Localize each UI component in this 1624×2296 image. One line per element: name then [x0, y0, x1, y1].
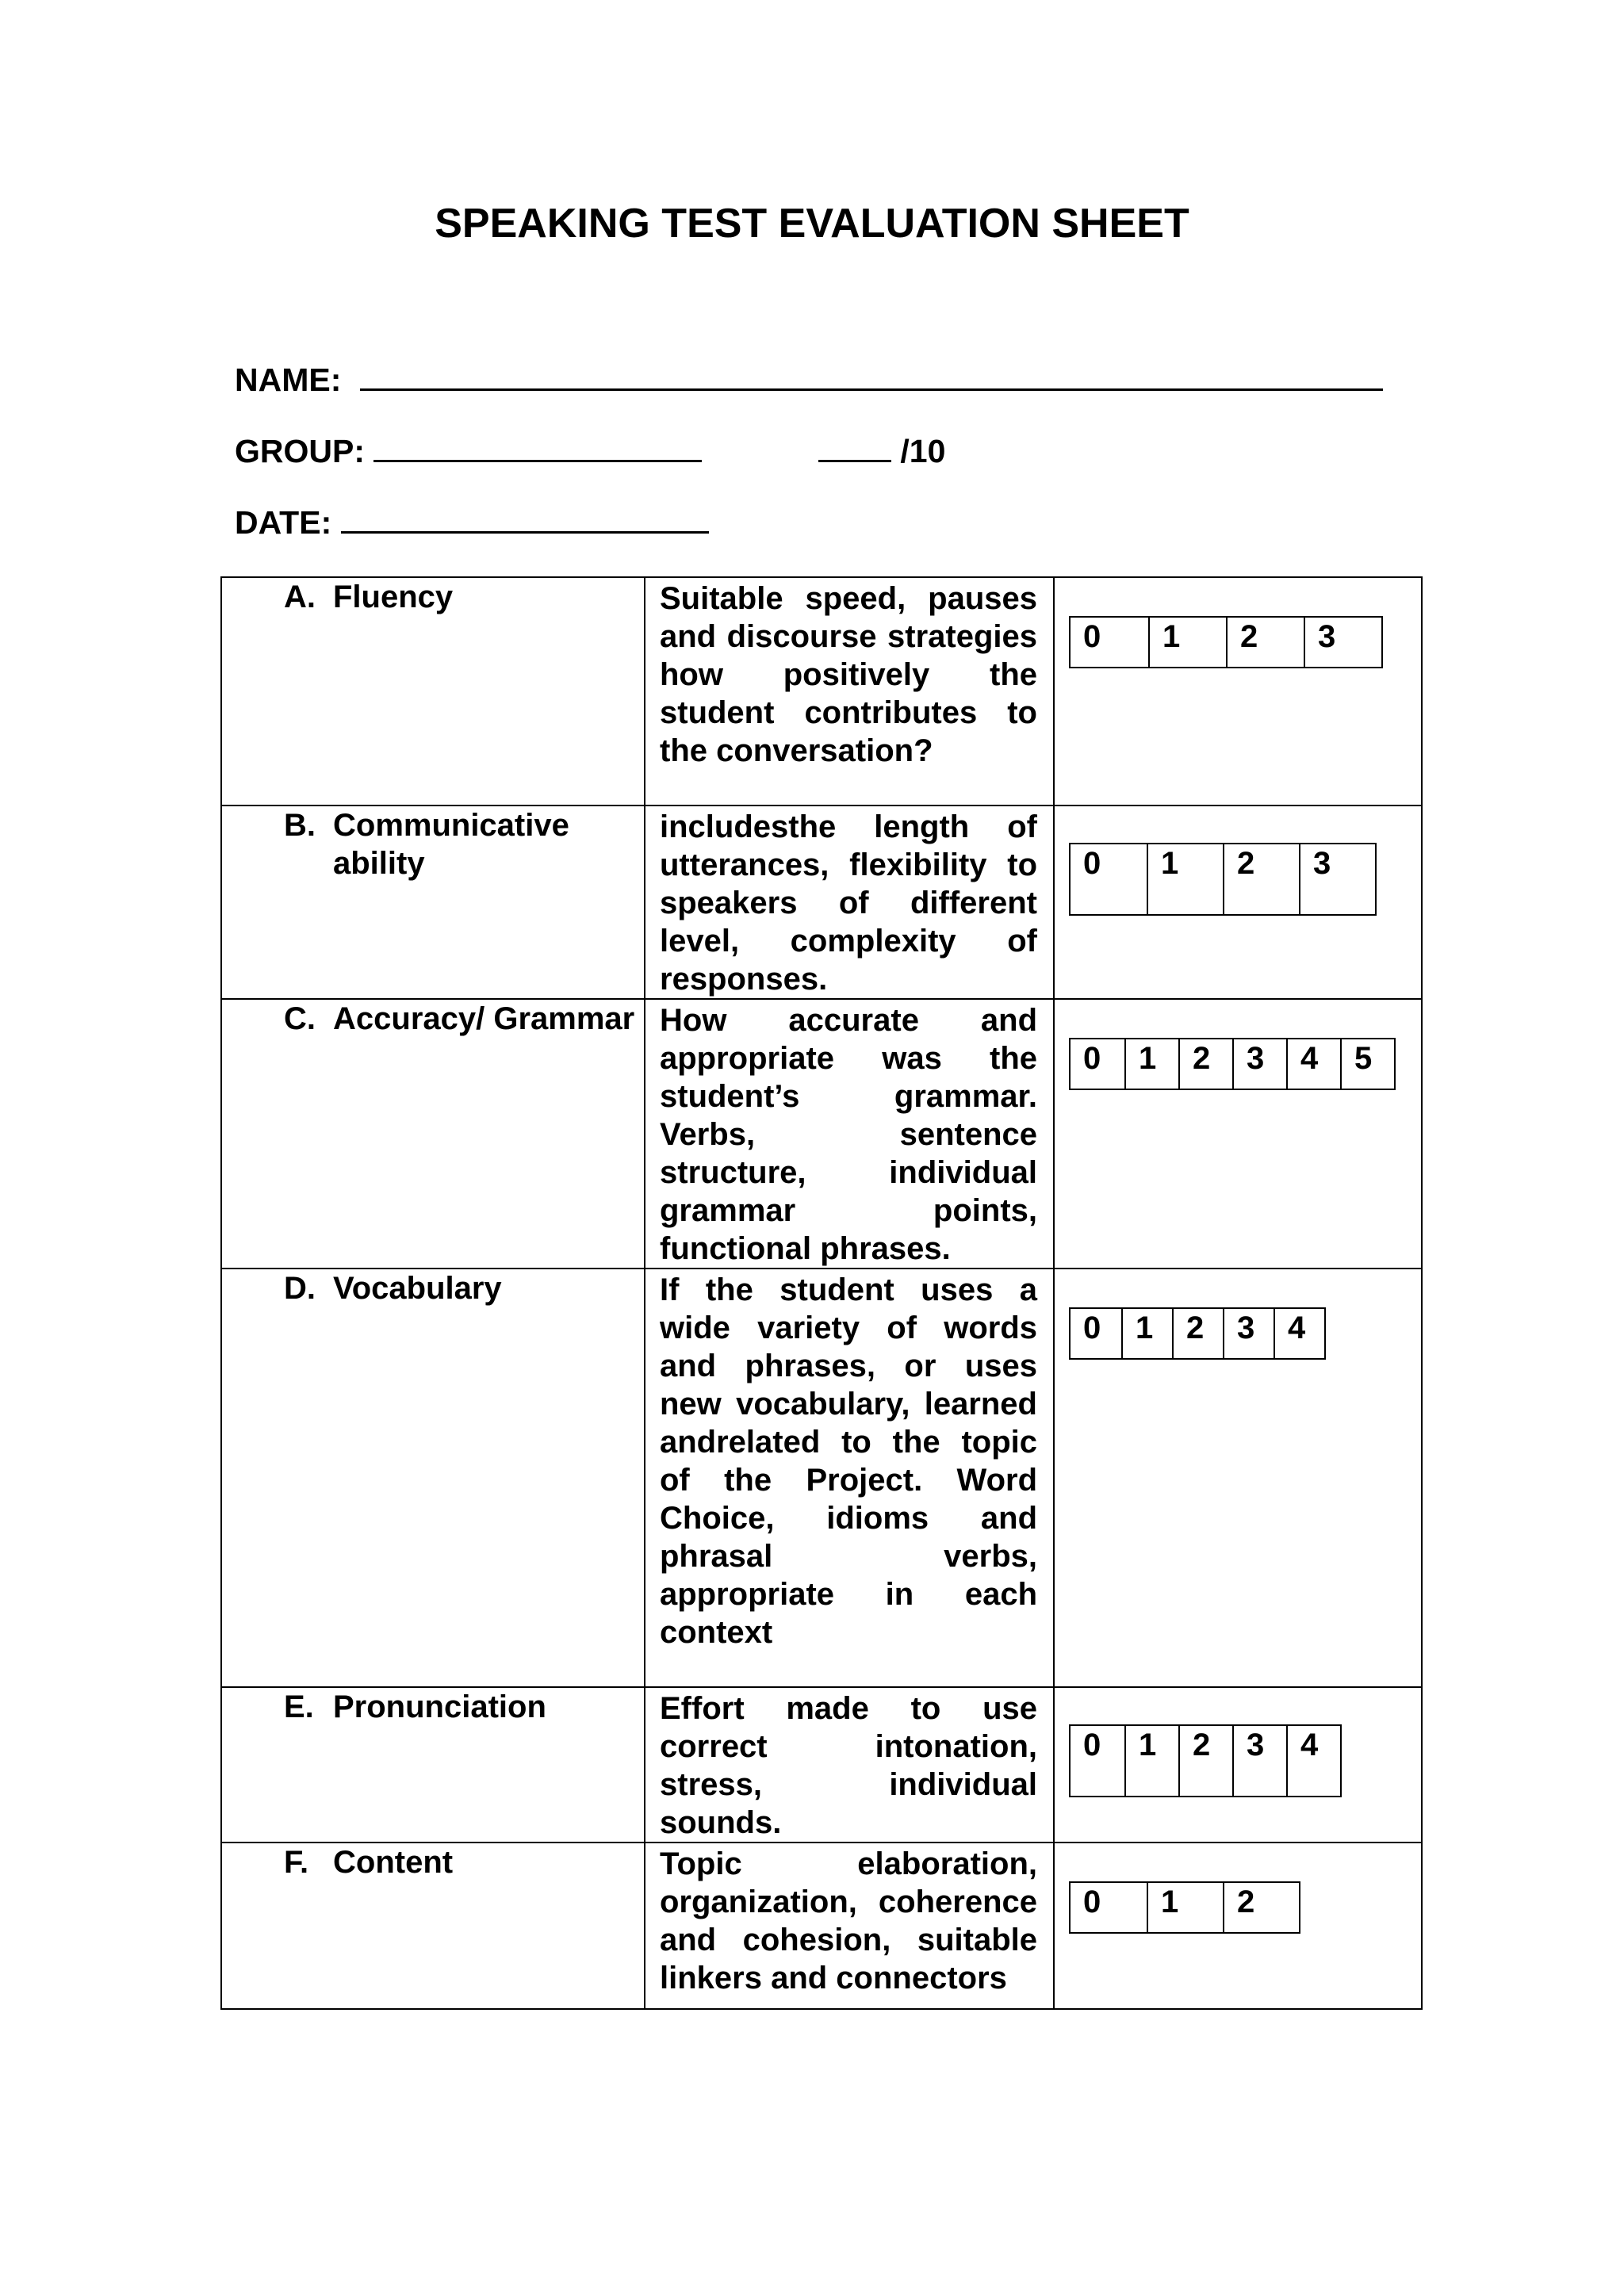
criterion-description-cell [645, 577, 1054, 806]
score-scale [1069, 1038, 1396, 1090]
criterion-cell [221, 1269, 645, 1687]
score-option[interactable]: 4 [1286, 1726, 1340, 1796]
score-option[interactable]: 1 [1121, 1309, 1172, 1358]
score-option[interactable]: 5 [1340, 1039, 1394, 1089]
criterion-description-cell [645, 1843, 1054, 2009]
criterion-row [221, 1843, 1422, 2009]
score-option[interactable]: 2 [1223, 1883, 1299, 1932]
group-field [235, 431, 702, 470]
criterion-letter: E. [284, 1689, 314, 1724]
score-scale [1069, 1881, 1300, 1934]
score-option[interactable]: 3 [1299, 844, 1375, 914]
score-scale [1069, 1307, 1326, 1360]
score-option[interactable]: 2 [1223, 844, 1299, 914]
score-field [818, 431, 945, 470]
score-scale [1069, 1724, 1342, 1797]
score-scale-cell [1054, 1269, 1422, 1687]
criterion-row [221, 1687, 1422, 1843]
criterion-description: Topic elaboration, organization, coherence and cohesion, suitable linkers and connectors [660, 1846, 1037, 1996]
score-total: /10 [900, 433, 946, 469]
criterion-row [221, 806, 1422, 999]
criterion-name: Content [333, 1845, 454, 1880]
criterion-letter: A. [284, 580, 316, 614]
score-option[interactable]: 4 [1274, 1309, 1324, 1358]
criterion-description-cell [645, 1687, 1054, 1843]
criterion-description: includesthe length of utterances, flexibility to speakers of different level, complexity of responses. [660, 809, 1037, 997]
score-option[interactable]: 0 [1083, 846, 1101, 881]
criterion-cell [221, 577, 645, 806]
group-line[interactable] [373, 431, 702, 462]
score-option[interactable]: 0 [1083, 1041, 1101, 1076]
criterion-name: Communicative ability [333, 808, 569, 881]
evaluation-table [220, 576, 1423, 2010]
score-option[interactable]: 1 [1124, 1039, 1178, 1089]
date-label: DATE: [235, 504, 332, 541]
criterion-name: Accuracy/ Grammar [333, 1001, 635, 1036]
criterion-description-cell [645, 1269, 1054, 1687]
score-option[interactable]: 2 [1172, 1309, 1223, 1358]
score-option[interactable]: 3 [1232, 1039, 1286, 1089]
criterion-description: Suitable speed, pauses and discourse strategies how positively the student contributes to the conversation? [660, 581, 1037, 768]
score-scale-cell [1054, 806, 1422, 999]
criterion-name: Pronunciation [333, 1689, 546, 1724]
score-option[interactable]: 1 [1148, 618, 1226, 667]
score-scale-cell [1054, 1843, 1422, 2009]
score-scale [1069, 843, 1377, 916]
criterion-letter: C. [284, 1001, 316, 1036]
criterion-description: How accurate and appropriate was the student’s grammar. Verbs, sentence structure, individual grammar points, functional phrases. [660, 1003, 1037, 1266]
score-option[interactable]: 2 [1178, 1726, 1232, 1796]
score-option[interactable]: 0 [1083, 619, 1101, 654]
name-line[interactable] [360, 360, 1383, 391]
score-option[interactable]: 2 [1178, 1039, 1232, 1089]
score-option[interactable]: 0 [1083, 1885, 1101, 1919]
criterion-cell [221, 806, 645, 999]
score-option[interactable]: 3 [1223, 1309, 1274, 1358]
criterion-row [221, 1269, 1422, 1687]
criterion-description-cell [645, 806, 1054, 999]
score-option[interactable]: 2 [1226, 618, 1304, 667]
score-option[interactable]: 1 [1147, 844, 1223, 914]
score-option[interactable]: 3 [1232, 1726, 1286, 1796]
criterion-cell [221, 1687, 645, 1843]
score-option[interactable]: 1 [1147, 1883, 1223, 1932]
score-option[interactable]: 0 [1083, 1311, 1101, 1345]
name-label: NAME: [235, 362, 342, 398]
criterion-name: Fluency [333, 580, 454, 614]
score-option[interactable]: 4 [1286, 1039, 1340, 1089]
group-label: GROUP: [235, 433, 365, 469]
score-line[interactable] [818, 431, 891, 462]
name-field [235, 360, 1383, 399]
criterion-letter: B. [284, 808, 316, 843]
date-field [235, 503, 709, 541]
score-option[interactable]: 1 [1124, 1726, 1178, 1796]
score-option[interactable]: 3 [1304, 618, 1381, 667]
score-scale-cell [1054, 577, 1422, 806]
criterion-description-cell [645, 999, 1054, 1269]
criterion-letter: F. [284, 1845, 309, 1880]
criterion-cell [221, 999, 645, 1269]
score-scale-cell [1054, 999, 1422, 1269]
criterion-letter: D. [284, 1271, 316, 1306]
criterion-description: Effort made to use correct intonation, stress, individual sounds. [660, 1691, 1037, 1840]
criterion-row [221, 577, 1422, 806]
criterion-cell [221, 1843, 645, 2009]
criterion-name: Vocabulary [333, 1271, 502, 1306]
page-title: SPEAKING TEST EVALUATION SHEET [435, 201, 1189, 247]
criterion-row [221, 999, 1422, 1269]
date-line[interactable] [341, 503, 709, 534]
score-scale [1069, 616, 1383, 668]
score-option[interactable]: 0 [1083, 1728, 1101, 1762]
criterion-description: If the student uses a wide variety of words and phrases, or uses new vocabulary, learned andrelated to the topic of the Project. Word Choice, idioms and phrasal verbs, appropriate in each context [660, 1272, 1037, 1650]
score-scale-cell [1054, 1687, 1422, 1843]
